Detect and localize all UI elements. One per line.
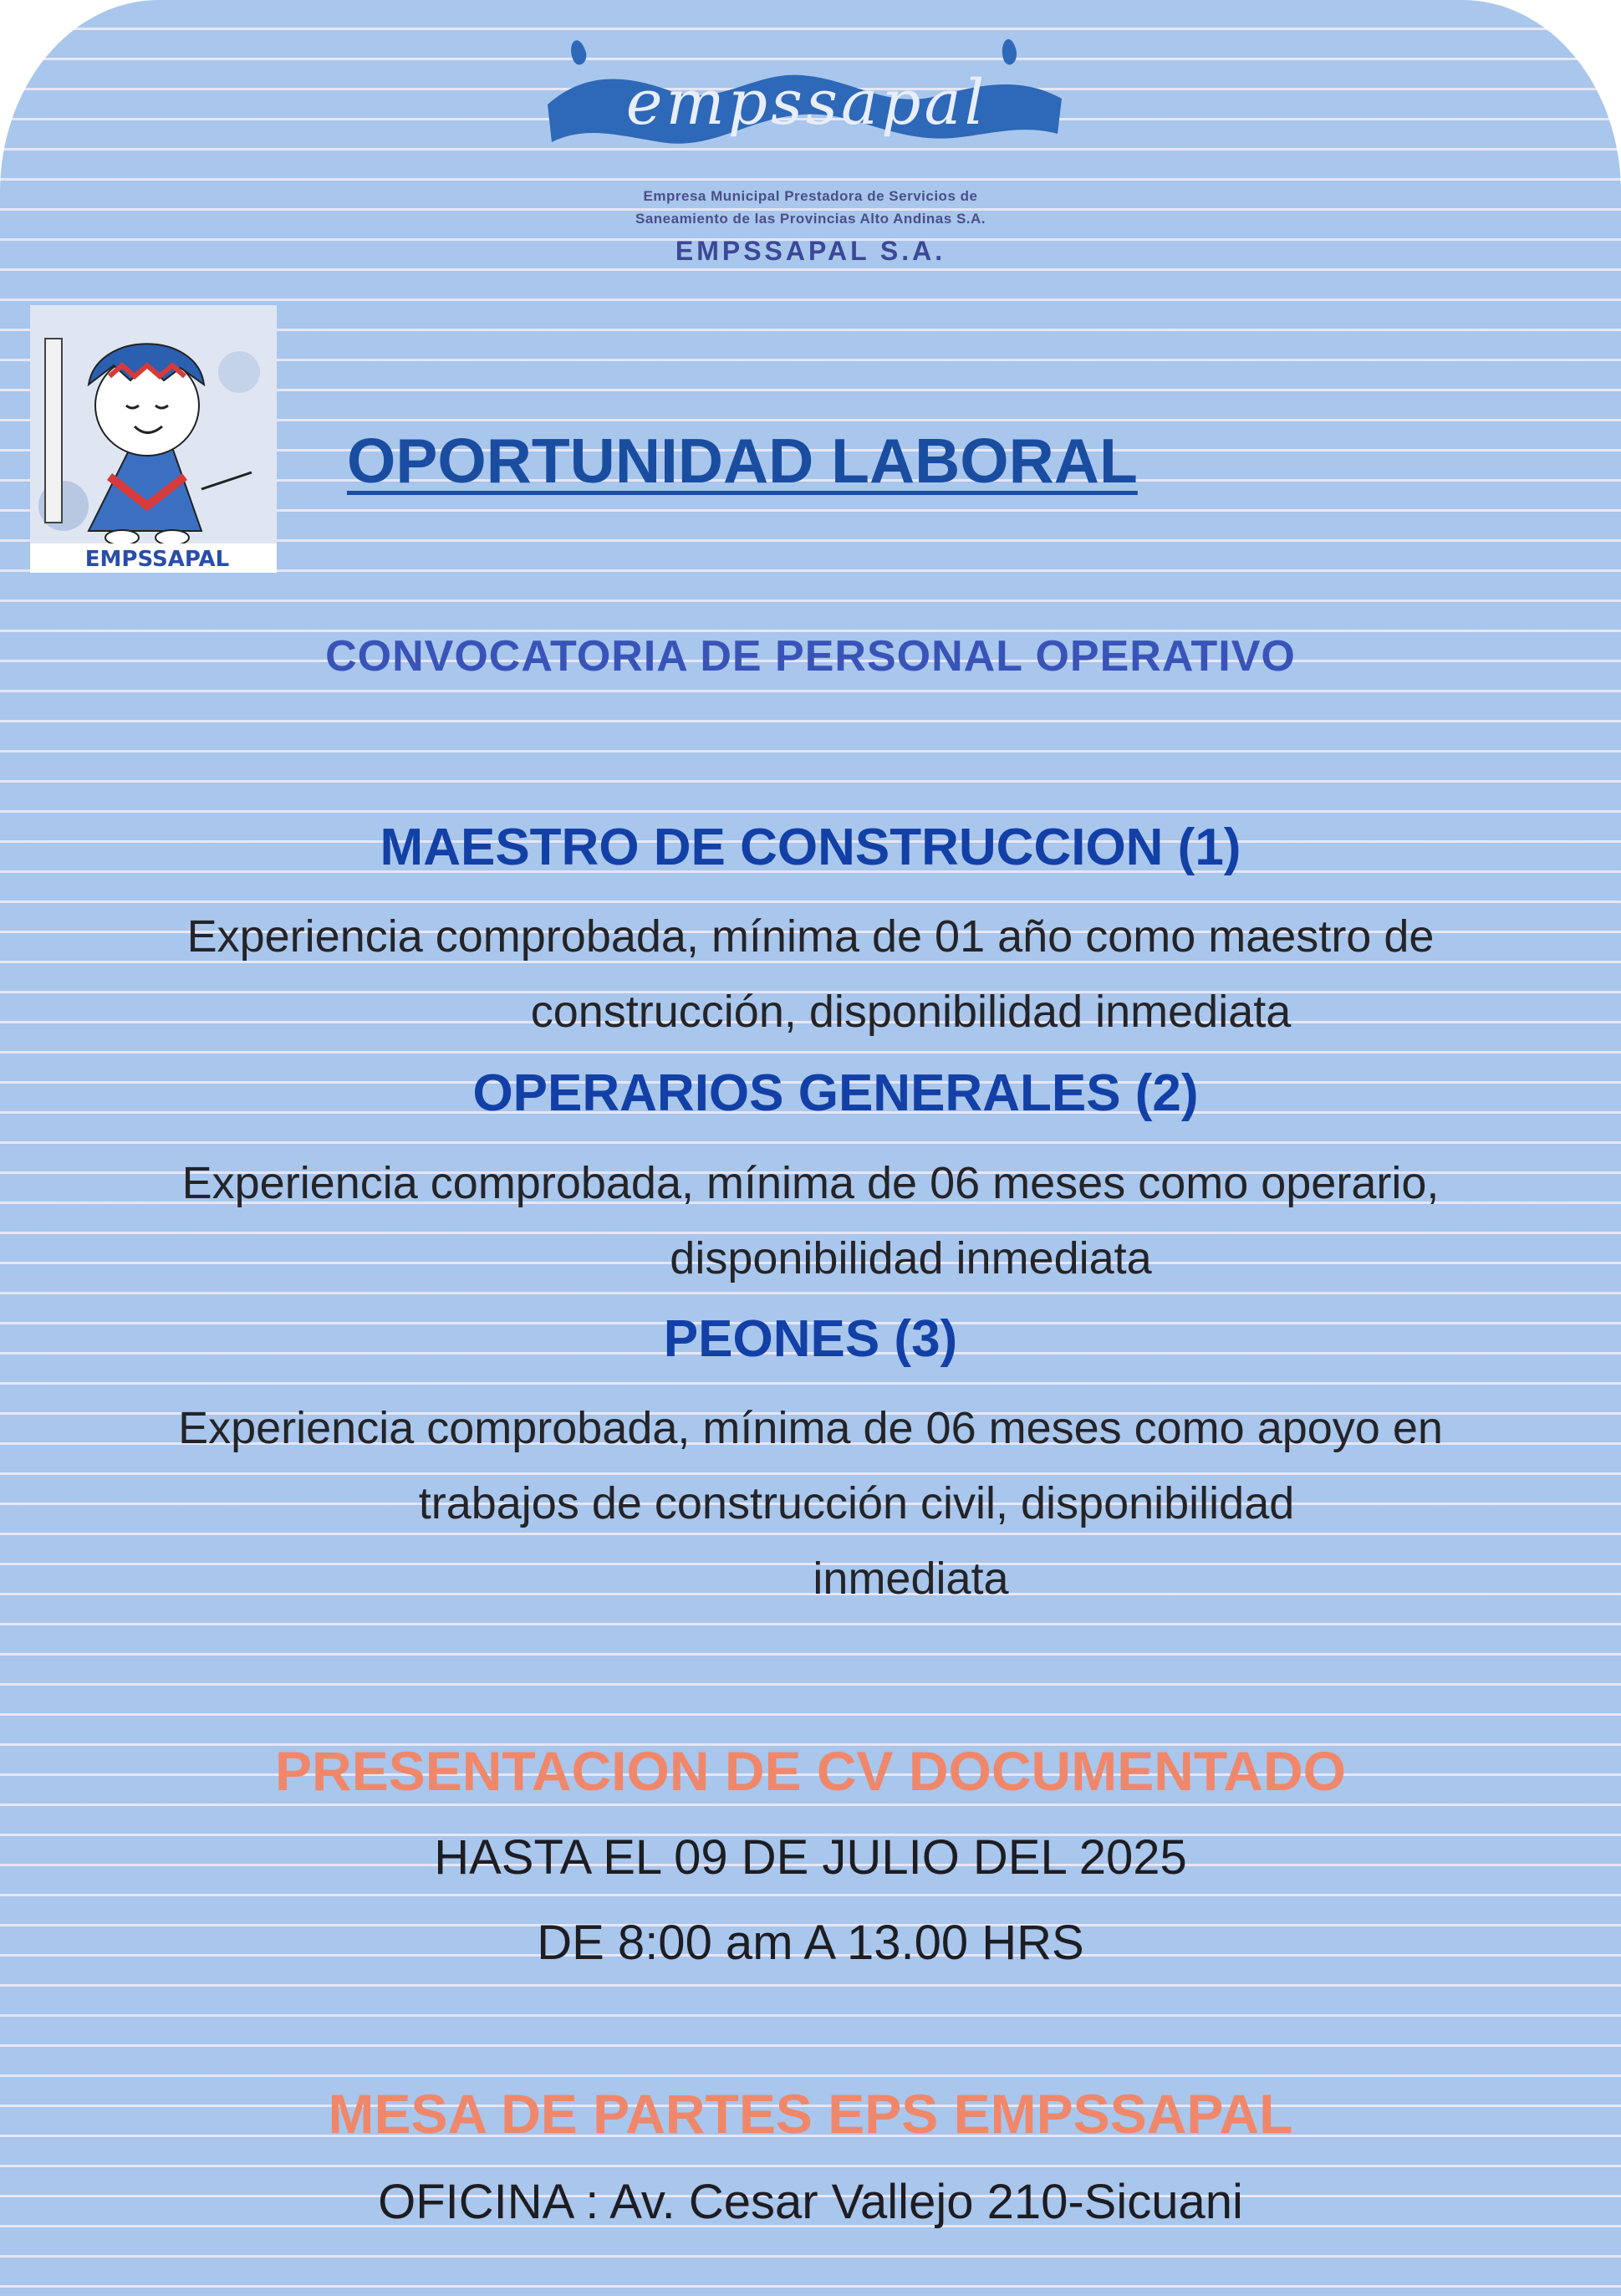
submission-hours: DE 8:00 am A 13.00 HRS: [537, 1916, 1084, 1970]
svg-text:empssapal: empssapal: [625, 67, 988, 139]
company-name-line-1: Empresa Municipal Prestadora de Servicios de: [643, 188, 978, 204]
position-description: Experiencia comprobada, mínima de 01 año como maestro de construcción, disponibilidad inmediata: [186, 911, 1435, 1037]
mascot-image: [30, 305, 277, 573]
company-abbreviation: EMPSSAPAL S.A.: [675, 236, 946, 266]
office-address: OFICINA : Av. Cesar Vallejo 210-Sicuani: [378, 2175, 1243, 2229]
submission-heading: PRESENTACION DE CV DOCUMENTADO: [275, 1740, 1346, 1802]
company-name-line-2: Saneamiento de las Provincias Alto Andinas S.A.: [635, 211, 986, 227]
position-description: Experiencia comprobada, mínima de 06 meses como apoyo en trabajos de construcción civil, disponibilidad inmediata: [178, 1403, 1443, 1604]
svg-text:EMPSSAPAL: EMPSSAPAL: [84, 547, 230, 572]
subtitle: CONVOCATORIA DE PERSONAL OPERATIVO: [325, 632, 1296, 681]
position-title: PEONES (3): [663, 1310, 958, 1368]
company-logo: [535, 25, 1070, 163]
position-title: MAESTRO DE CONSTRUCCION (1): [380, 819, 1241, 876]
page-title: OPORTUNIDAD LABORAL: [347, 426, 1138, 496]
position-description: Experiencia comprobada, mínima de 06 meses como operario, disponibilidad inmediata: [181, 1158, 1440, 1283]
position-title: OPERARIOS GENERALES (2): [472, 1064, 1199, 1122]
submission-deadline: HASTA EL 09 DE JULIO DEL 2025: [434, 1830, 1187, 1885]
office-heading: MESA DE PARTES EPS EMPSSAPAL: [328, 2083, 1293, 2145]
